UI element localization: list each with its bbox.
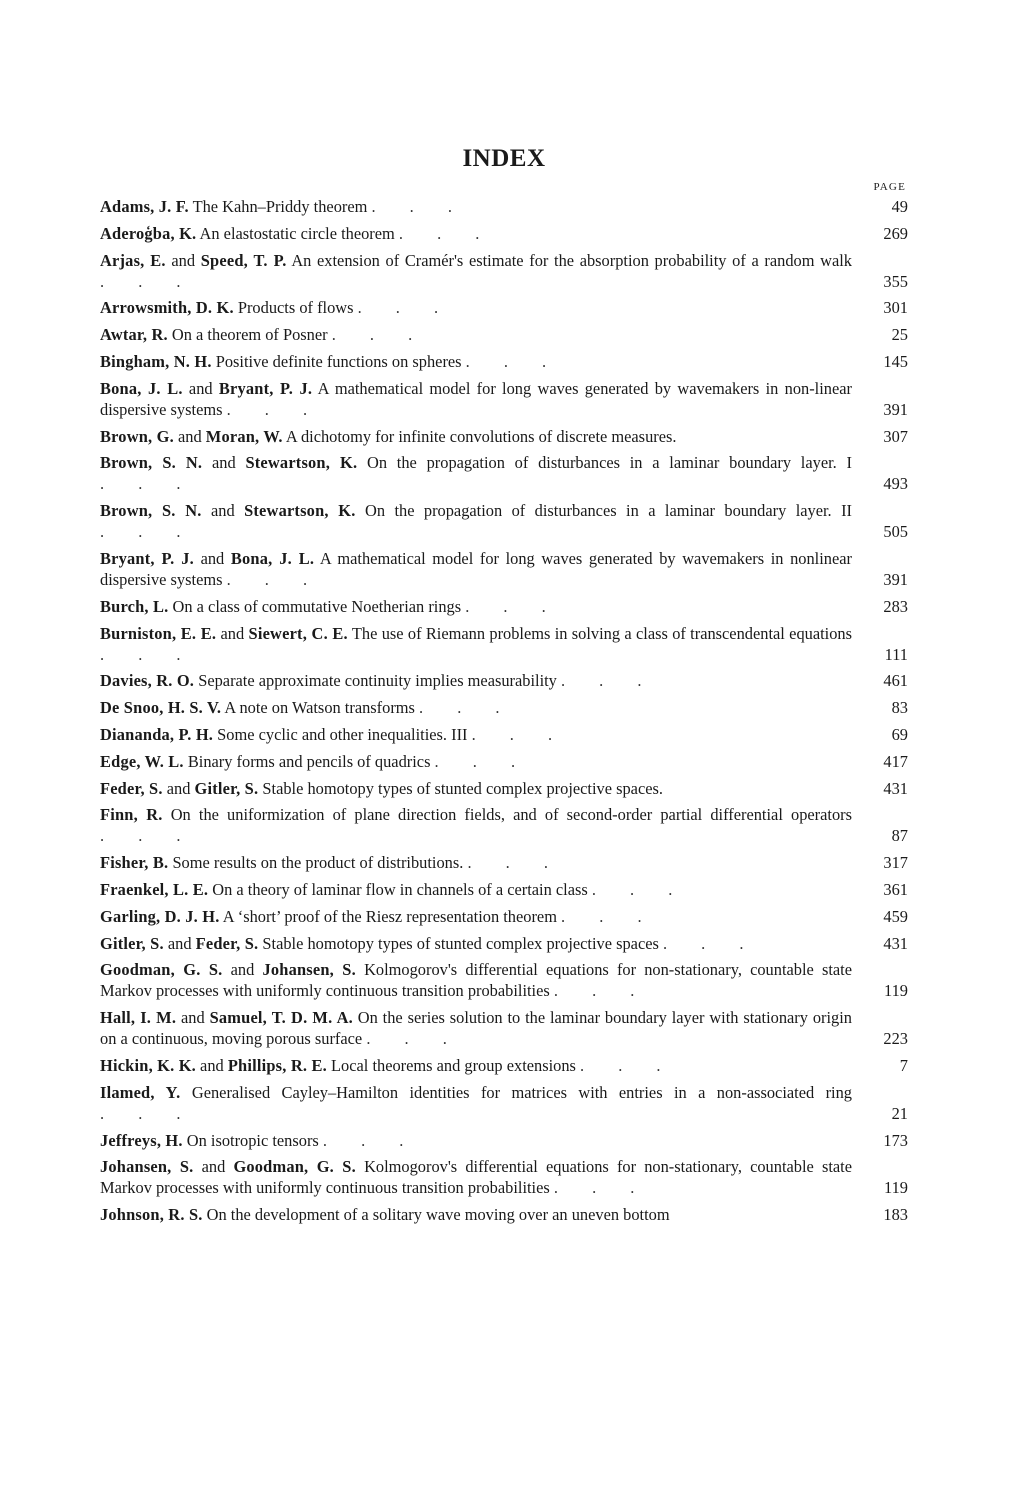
entry-author: Fisher, B.	[100, 853, 169, 873]
entry-page-number: 183	[883, 1205, 908, 1225]
entry-page-number: 269	[883, 223, 908, 243]
entry-author: Feder, S.	[195, 933, 259, 953]
entry-page-number: 87	[891, 826, 908, 846]
entry-title: Kolmogorov's differential equations for non-stationary, countable state Markov processes with uniformly continuous transition probabilities	[100, 1157, 852, 1198]
entry-text	[100, 1156, 852, 1198]
entry-author: Brown, S. N.	[100, 501, 202, 521]
entry-title: Products of flows	[233, 298, 358, 318]
index-entry	[100, 596, 908, 617]
entry-text	[100, 196, 852, 217]
dot-leader: . . .	[580, 1055, 676, 1075]
entry-text	[100, 324, 852, 345]
index-entry	[100, 196, 908, 217]
entry-author: Siewert, C. E.	[248, 623, 348, 643]
author-conjunction: and	[216, 623, 249, 643]
entry-author: Johnson, R. S.	[100, 1205, 203, 1225]
entry-author: Johansen, S.	[100, 1157, 194, 1177]
entry-author: Brown, S. N.	[100, 453, 203, 473]
dot-leader: . . .	[465, 351, 562, 371]
entry-title: A mathematical model for long waves generated by wavemakers in non-linear dispersive systems	[100, 378, 852, 419]
entry-title: On a theory of laminar flow in channels of a certain class	[208, 879, 592, 899]
entry-text	[100, 426, 852, 447]
entry-author: Gitler, S.	[100, 933, 164, 953]
author-conjunction: and	[193, 1157, 234, 1177]
entry-author: Bryant, P. J.	[100, 548, 194, 568]
dot-leader: . . .	[465, 596, 561, 616]
entry-title: Positive definite functions on spheres	[211, 351, 466, 371]
entry-text	[100, 751, 852, 772]
entry-title: Generalised Cayley–Hamilton identities for matrices with entries in a non-associated ring	[180, 1082, 852, 1102]
entry-page-number: 7	[899, 1055, 908, 1075]
entry-text	[100, 724, 852, 745]
index-entry	[100, 906, 908, 927]
entry-text	[100, 1055, 852, 1076]
entry-page-number: 301	[883, 298, 908, 318]
index-entry	[100, 297, 908, 318]
entry-page-number: 119	[884, 981, 908, 1001]
author-conjunction: and	[222, 960, 263, 980]
entry-text	[100, 623, 852, 665]
page-title: INDEX	[462, 145, 546, 172]
entry-author: Burniston, E. E.	[100, 623, 217, 643]
author-conjunction: and	[176, 1008, 210, 1028]
entry-page-number: 283	[883, 596, 908, 616]
entry-title: Binary forms and pencils of quadrics	[183, 751, 435, 771]
entry-author: Fraenkel, L. E.	[100, 879, 209, 899]
entry-page-number: 173	[883, 1130, 908, 1150]
entry-page-number: 391	[883, 569, 908, 589]
entry-text	[100, 879, 852, 900]
index-page	[100, 143, 908, 1231]
entry-page-number: 223	[883, 1029, 908, 1049]
index-entry	[100, 1204, 908, 1225]
index-entry	[100, 426, 908, 447]
entry-title: A ‘short’ proof of the Riesz representation theorem	[219, 906, 562, 926]
dot-leader: . . .	[434, 751, 531, 771]
entry-text	[100, 1082, 852, 1124]
page-column-header: PAGE	[873, 181, 906, 193]
dot-leader: . . .	[366, 1029, 462, 1049]
dot-leader: . . .	[398, 223, 495, 243]
dot-leader: . . .	[322, 1130, 419, 1150]
entry-title: Kolmogorov's differential equations for non-stationary, countable state Markov processes with uniformly continuous transition probabilities	[100, 960, 852, 1001]
dot-leader: . . .	[419, 698, 515, 718]
dot-leader: . . .	[561, 906, 657, 926]
entry-text	[100, 1204, 852, 1225]
dot-leader: . . .	[471, 724, 568, 744]
entry-text	[100, 906, 852, 927]
entry-title: On isotropic tensors	[182, 1130, 323, 1150]
entry-page-number: 145	[883, 351, 908, 371]
entry-page-number: 111	[884, 644, 908, 664]
entry-author: Goodman, G. S.	[233, 1157, 356, 1177]
entry-text	[100, 670, 852, 691]
index-entry	[100, 1130, 908, 1151]
index-entry	[100, 933, 908, 954]
entry-title: Stable homotopy types of stunted complex projective spaces	[258, 933, 663, 953]
entry-page-number: 431	[883, 778, 908, 798]
entry-page-number: 21	[891, 1103, 908, 1123]
entry-author: Gitler, S.	[194, 778, 259, 798]
entry-title: Local theorems and group extensions	[326, 1055, 581, 1075]
entry-title: On a theorem of Posner	[167, 325, 332, 345]
entry-page-number: 459	[883, 906, 908, 926]
entry-text	[100, 500, 852, 542]
dot-leader: . . .	[467, 853, 563, 873]
author-conjunction: and	[173, 426, 206, 446]
index-entry	[100, 852, 908, 873]
entry-author: Garling, D. J. H.	[100, 906, 220, 926]
index-entry	[100, 879, 908, 900]
dot-leader: . . .	[100, 522, 196, 542]
entry-page-number: 49	[891, 197, 908, 216]
entry-author: Bingham, N. H.	[100, 351, 212, 371]
entry-text	[100, 959, 852, 1001]
entry-author: Jeffreys, H.	[100, 1130, 183, 1150]
entry-text	[100, 933, 852, 954]
dot-leader: . . .	[100, 474, 196, 494]
entry-title: A mathematical model for long waves generated by wavemakers in nonlinear dispersive systems	[100, 548, 852, 589]
entry-page-number: 119	[884, 1178, 908, 1198]
dot-leader: . . .	[100, 271, 196, 291]
index-entry	[100, 724, 908, 745]
entry-title: Some cyclic and other inequalities. III	[213, 724, 472, 744]
entry-text	[100, 596, 852, 617]
entry-page-number: 361	[883, 879, 908, 899]
author-conjunction: and	[182, 378, 219, 398]
dot-leader: . . .	[331, 325, 428, 345]
entry-text	[100, 250, 852, 292]
entry-title: A dichotomy for infinite convolutions of discrete measures.	[282, 426, 677, 446]
index-entry	[100, 670, 908, 691]
entry-title: An extension of Cramér's estimate for the absorption probability of a random walk	[286, 250, 852, 270]
entry-page-number: 431	[883, 933, 908, 953]
entry-author: Awtar, R.	[100, 325, 168, 345]
index-entry	[100, 500, 908, 542]
index-entry	[100, 1055, 908, 1076]
entry-author: Hickin, K. K.	[100, 1055, 196, 1075]
entry-text	[100, 804, 852, 846]
entry-author: Stewartson, K.	[245, 453, 358, 473]
index-entry	[100, 804, 908, 846]
entry-text	[100, 223, 852, 244]
entry-author: Aderoģba, K.	[100, 223, 197, 243]
entry-author: Phillips, R. E.	[227, 1055, 327, 1075]
index-entry	[100, 223, 908, 244]
entry-page-number: 307	[883, 426, 908, 446]
entry-text	[100, 1130, 852, 1151]
entry-author: De Snoo, H. S. V.	[100, 698, 222, 718]
entry-title: On the propagation of disturbances in a laminar boundary layer. I	[357, 453, 852, 473]
index-entry	[100, 1007, 908, 1049]
author-conjunction: and	[162, 778, 195, 798]
entry-author: Bryant, P. J.	[218, 378, 313, 398]
entry-author: Hall, I. M.	[100, 1008, 177, 1028]
dot-leader: . . .	[100, 1103, 196, 1123]
entry-author: Finn, R.	[100, 805, 163, 825]
index-entry	[100, 1156, 908, 1198]
entry-author: Speed, T. P.	[200, 250, 287, 270]
entry-page-number: 25	[891, 325, 908, 345]
entry-title: On the development of a solitary wave moving over an uneven bottom	[202, 1205, 670, 1225]
entry-author: Ilamed, Y.	[100, 1082, 181, 1102]
dot-leader: . . .	[662, 933, 759, 953]
entry-title: An elastostatic circle theorem	[196, 223, 399, 243]
dot-leader: . . .	[371, 197, 467, 216]
dot-leader: . . .	[591, 879, 688, 899]
entry-title: The Kahn–Priddy theorem	[188, 197, 372, 216]
entry-text	[100, 1007, 852, 1049]
entry-page-number: 417	[883, 751, 908, 771]
entry-title: Some results on the product of distributions.	[168, 853, 468, 873]
author-conjunction: and	[163, 933, 196, 953]
dot-leader: . . .	[553, 981, 650, 1001]
dot-leader: . . .	[100, 644, 196, 664]
entry-text	[100, 378, 852, 420]
entry-author: Burch, L.	[100, 596, 169, 616]
index-entry	[100, 959, 908, 1001]
index-entry	[100, 697, 908, 718]
entry-author: Arrowsmith, D. K.	[100, 298, 234, 318]
entry-author: Moran, W.	[205, 426, 283, 446]
entry-author: Edge, W. L.	[100, 751, 184, 771]
dot-leader: . . .	[553, 1178, 650, 1198]
entry-page-number: 493	[883, 474, 908, 494]
entry-author: Stewartson, K.	[244, 501, 356, 521]
entry-page-number: 83	[891, 698, 908, 718]
index-entry	[100, 751, 908, 772]
index-entry	[100, 378, 908, 420]
dot-leader: . . .	[226, 399, 323, 419]
dot-leader: . . .	[226, 569, 323, 589]
entry-author: Bona, J. L.	[100, 378, 183, 398]
entry-page-number: 317	[883, 853, 908, 873]
entry-title: On the uniformization of plane direction fields, and of second-order partial differential operators	[162, 805, 852, 825]
entry-author: Davies, R. O.	[100, 671, 195, 691]
entry-author: Bona, J. L.	[230, 548, 315, 568]
author-conjunction: and	[165, 250, 201, 270]
entry-text	[100, 297, 852, 318]
entry-title: Stable homotopy types of stunted complex projective spaces.	[258, 778, 663, 798]
entry-title: On a class of commutative Noetherian rings	[168, 596, 466, 616]
entry-page-number: 505	[883, 522, 908, 542]
entry-page-number: 391	[883, 399, 908, 419]
entry-author: Goodman, G. S.	[100, 960, 223, 980]
author-conjunction: and	[202, 453, 246, 473]
entry-author: Samuel, T. D. M. A.	[209, 1008, 353, 1028]
entry-text	[100, 697, 852, 718]
entry-author: Arjas, E.	[100, 250, 166, 270]
entry-author: Johansen, S.	[262, 960, 356, 980]
entry-author: Adams, J. F.	[100, 197, 189, 216]
index-entry	[100, 1082, 908, 1124]
dot-leader: . . .	[560, 671, 657, 691]
dot-leader: . . .	[357, 298, 454, 318]
entry-author: Diananda, P. H.	[100, 724, 214, 744]
index-entry	[100, 250, 908, 292]
entry-text	[100, 351, 852, 372]
entry-text	[100, 778, 852, 799]
author-conjunction: and	[201, 501, 245, 521]
entry-title: Separate approximate continuity implies measurability	[194, 671, 561, 691]
entry-page-number: 461	[883, 671, 908, 691]
entry-title: On the propagation of disturbances in a laminar boundary layer. II	[355, 501, 852, 521]
index-entry	[100, 548, 908, 590]
entry-title: A note on Watson transforms	[221, 698, 420, 718]
index-entry	[100, 778, 908, 799]
entry-page-number: 69	[891, 724, 908, 744]
entry-author: Brown, G.	[100, 426, 174, 446]
dot-leader: . . .	[100, 826, 196, 846]
entry-text	[100, 852, 852, 873]
entry-author: Feder, S.	[100, 778, 163, 798]
author-conjunction: and	[195, 1055, 228, 1075]
index-entry	[100, 324, 908, 345]
entry-title: On the series solution to the laminar boundary layer with stationary origin on a continuous, moving porous surface	[100, 1008, 852, 1049]
entry-title: The use of Riemann problems in solving a class of transcendental equations	[347, 623, 852, 643]
index-entry	[100, 452, 908, 494]
index-entries	[100, 196, 908, 1225]
entry-text	[100, 452, 852, 494]
entry-text	[100, 548, 852, 590]
index-entry	[100, 351, 908, 372]
index-entry	[100, 623, 908, 665]
entry-page-number: 355	[883, 271, 908, 291]
author-conjunction: and	[193, 548, 231, 568]
